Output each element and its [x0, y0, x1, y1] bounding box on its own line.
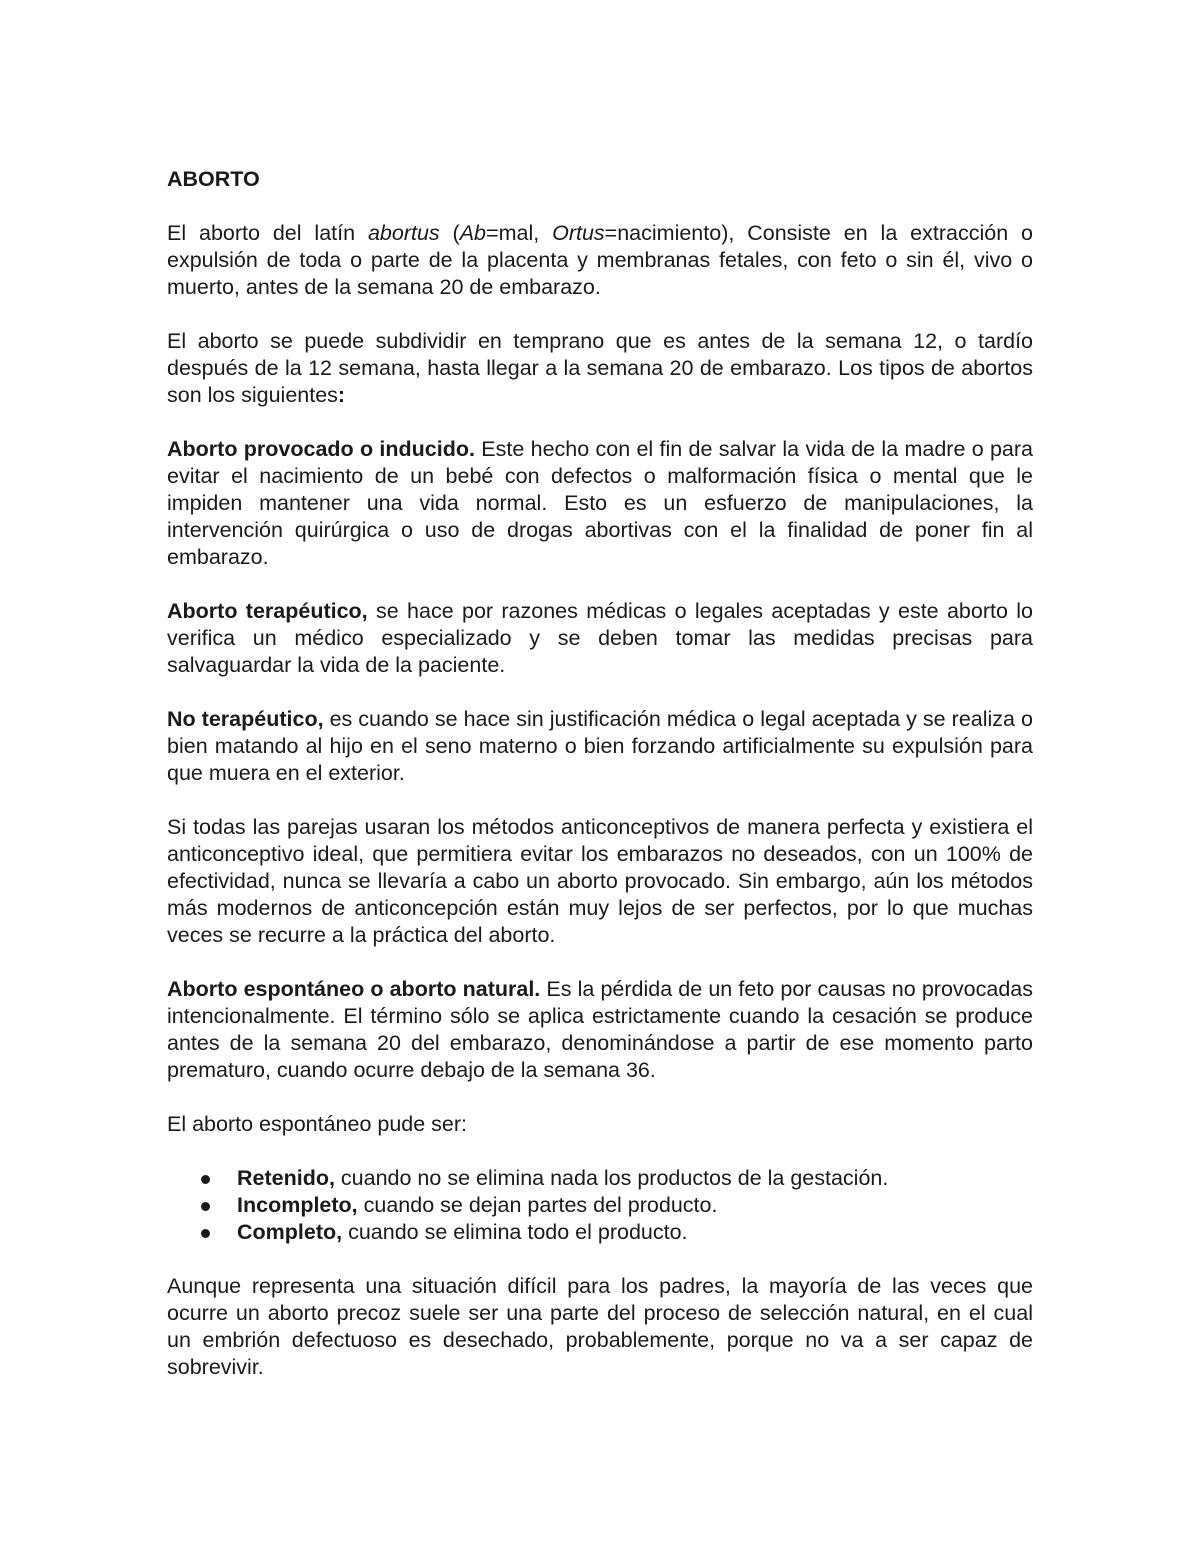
latin-term-abortus: abortus: [367, 221, 440, 245]
intro-text: =nacimiento), Consiste en la extracción o expulsión de toda o parte de la placenta y membranas fetales, con feto o sin él, vivo o muerto, antes de la semana 20 de embarazo.: [167, 221, 1033, 299]
no-terapeutico-term: No terapéutico,: [167, 707, 324, 731]
bullet-icon: [201, 1229, 210, 1238]
bullet-icon: [201, 1175, 210, 1184]
espontaneo-text: Es la pérdida de un feto por causas no provocadas intencionalmente. El término sólo se aplica estrictamente cuando la cesación se produce antes de la semana 20 del embarazo, denominándose a partir de ese momento parto prematuro, cuando ocurre debajo de la semana 36.: [167, 977, 1033, 1082]
list-item: [167, 1219, 1033, 1246]
subdivision-colon: :: [337, 383, 346, 407]
intro-text: =mal,: [486, 221, 553, 245]
terapeutico-paragraph: [167, 598, 1033, 679]
bullet-text: cuando se dejan partes del producto.: [357, 1193, 718, 1217]
terapeutico-text: se hace por razones médicas o legales aceptadas y este aborto lo verifica un médico especializado y se deben tomar las medidas precisas para salvaguardar la vida de la paciente.: [167, 599, 1033, 677]
espontaneo-term: Aborto espontáneo o aborto natural.: [167, 977, 541, 1001]
subdivision-paragraph: [167, 328, 1033, 409]
document-page: [167, 166, 1033, 1408]
intro-text: (: [439, 221, 460, 245]
no-terapeutico-text: es cuando se hace sin justificación médica o legal aceptada y se realiza o bien matando al hijo en el seno materno o bien forzando artificialmente su expulsión para que muera en el exterior.: [167, 707, 1033, 785]
latin-term-ortus: Ortus: [552, 221, 605, 245]
bullet-text: cuando no se elimina nada los productos de la gestación.: [334, 1166, 889, 1190]
list-item: [167, 1165, 1033, 1192]
conclusion-paragraph: Aunque representa una situación difícil para los padres, la mayoría de las veces que ocurre un aborto precoz suele ser una parte del proceso de selección natural, en el cual un embrión defectuoso es desechado, probablemente, porque no va a ser capaz de sobrevivir.: [167, 1274, 1033, 1379]
espontaneo-types-list: [167, 1165, 1033, 1246]
subdivision-text: El aborto se puede subdividir en temprano que es antes de la semana 12, o tardío después de la 12 semana, hasta llegar a la semana 20 de embarazo. Los tipos de abortos son los siguientes: [167, 329, 1033, 407]
provocado-text: Este hecho con el fin de salvar la vida de la madre o para evitar el nacimiento de un bebé con defectos o malformación física o mental que le impiden mantener una vida normal. Esto es un esfuerzo de manipulaciones, la intervención quirúrgica o uso de drogas abortivas con el la finalidad de poner fin al embarazo.: [167, 437, 1034, 569]
terapeutico-term: Aborto terapéutico,: [167, 599, 368, 623]
latin-term-ab: Ab: [459, 221, 487, 245]
provocado-paragraph: [167, 436, 1033, 571]
document-title: ABORTO: [167, 167, 260, 191]
bullet-term: Retenido,: [237, 1166, 335, 1190]
bullet-icon: [201, 1202, 210, 1211]
bullet-term: Incompleto,: [237, 1193, 358, 1217]
list-item: [167, 1192, 1033, 1219]
anticonceptivos-paragraph: Si todas las parejas usaran los métodos anticonceptivos de manera perfecta y existiera el anticonceptivo ideal, que permitiera evitar los embarazos no deseados, con un 100% de efectividad, nunca se llevaría a cabo un aborto provocado. Sin embargo, aún los métodos más modernos de anticoncepción están muy lejos de ser perfectos, por lo que muchas veces se recurre a la práctica del aborto.: [167, 815, 1033, 947]
no-terapeutico-paragraph: [167, 706, 1033, 787]
provocado-term: Aborto provocado o inducido.: [167, 437, 475, 461]
bullet-text: cuando se elimina todo el producto.: [342, 1220, 688, 1244]
espontaneo-types-intro: El aborto espontáneo pude ser:: [167, 1112, 468, 1136]
intro-paragraph: [167, 220, 1033, 301]
intro-text: El aborto del latín: [167, 221, 368, 245]
bullet-term: Completo,: [237, 1220, 343, 1244]
espontaneo-paragraph: [167, 976, 1033, 1084]
